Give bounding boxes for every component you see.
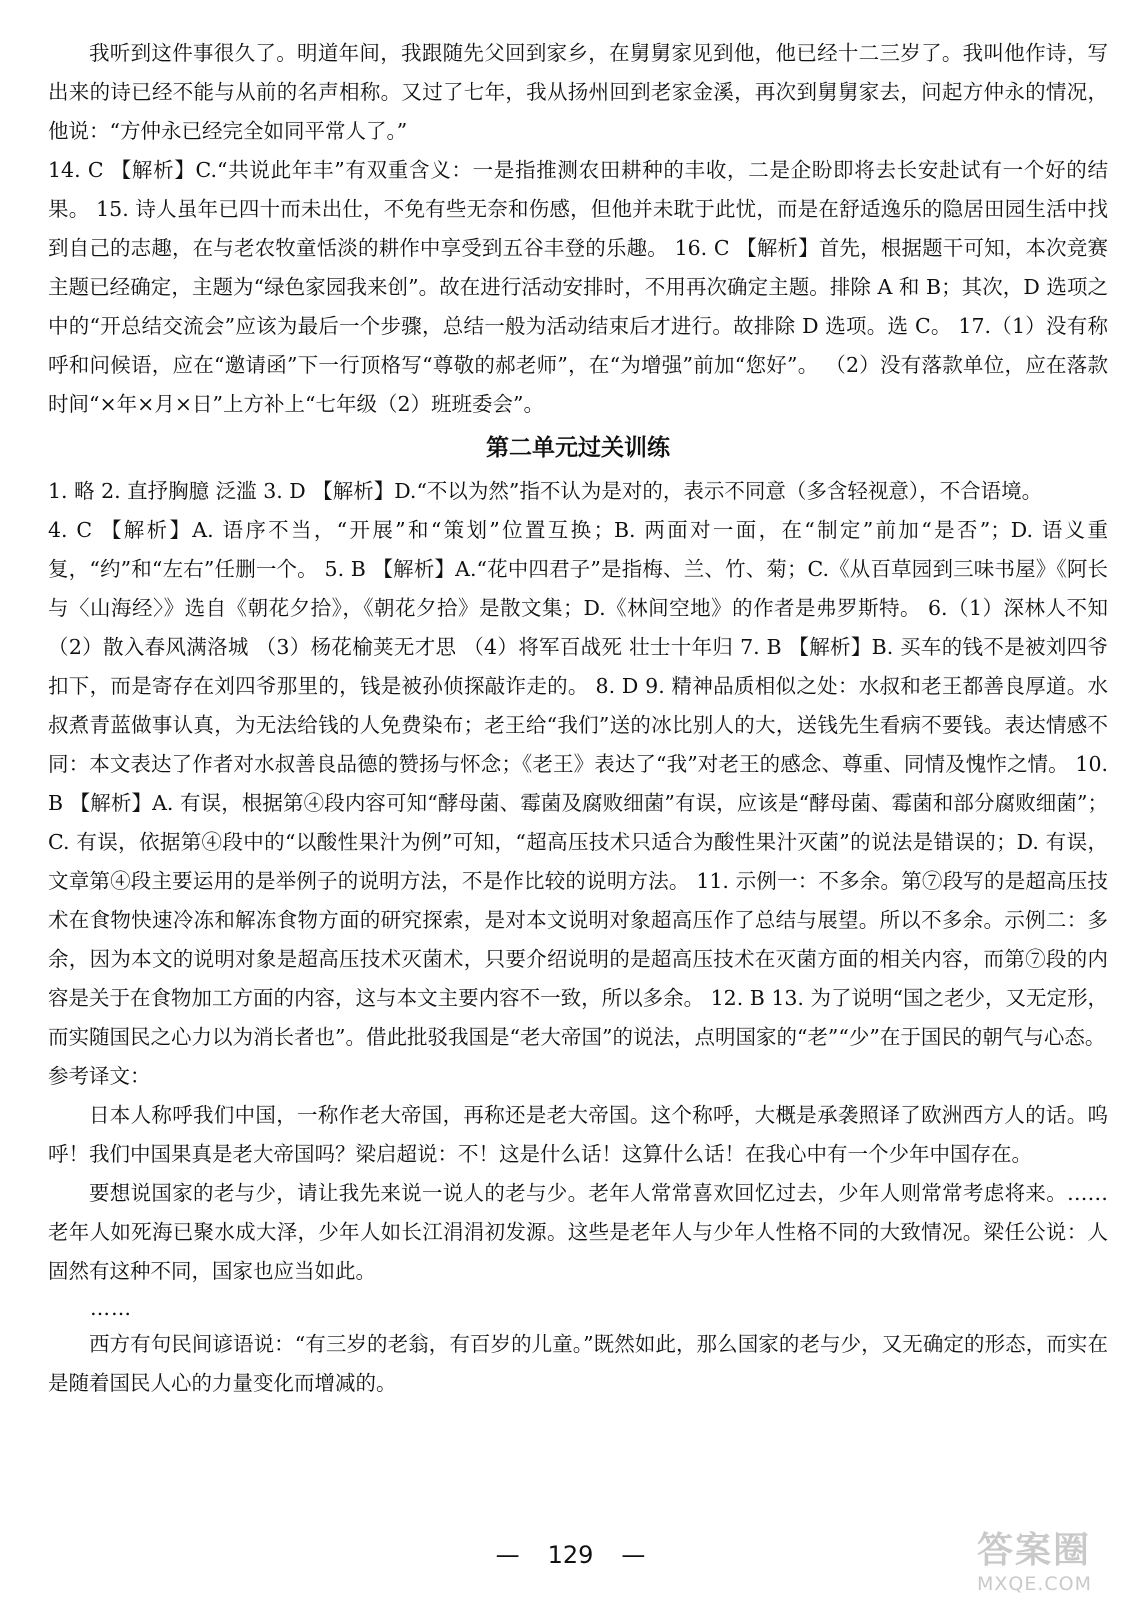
reference-translation-label: 参考译文：	[48, 1064, 151, 1088]
paragraph-translation-2: 要想说国家的老与少，请让我先来说一说人的老与少。老年人常常喜欢回忆过去，少年人则常常考虑将来。……老年人如死海已聚水成大泽，少年人如长江涓涓初发源。这些是老年人与少年人性格不同的大致情况。梁任公说：人固然有这种不同，国家也应当如此。	[48, 1181, 1108, 1283]
paragraph-answers-14-17: 14. C 【解析】C.“共说此年丰”有双重含义：一是指推测农田耕种的丰收，二是企盼即将去长安赴试有一个好的结果。 15. 诗人虽年已四十而未出仕，不免有些无奈和伤感，但他并未耽于此忧，而是在舒适逸乐的隐居田园生活中找到自己的志趣，在与老农牧童恬淡的耕作中享受到五谷丰登的乐趣。 16. C 【解析】首先，根据题干可知，本次竞赛主题已经确定，主题为“绿色家园我来创”。故在进行活动安排时，不用再次确定主题。排除 A 和 B；其次，D 选项之中的“开总结交流会”应该为最后一个步骤，总结一般为活动结束后才进行。故排除 D 选项。选 C。 17.（1）没有称呼和问候语，应在“邀请函”下一行顶格写“尊敬的郝老师”，在“为增强”前加“您好”。 （2）没有落款单位，应在落款时间“×年×月×日”上方补上“七年级（2）班班委会”。	[48, 158, 1108, 416]
page-number-footer	[0, 1541, 1141, 1569]
dash-left: —	[495, 1541, 520, 1569]
dash-right: —	[621, 1541, 646, 1569]
watermark-en: MXQE.COM	[977, 1573, 1093, 1595]
paragraph-translation-1: 日本人称呼我们中国，一称作老大帝国，再称还是老大帝国。这个称呼，大概是承袭照译了欧洲西方人的话。呜呼！我们中国果真是老大帝国吗？梁启超说：不！这是什么话！这算什么话！在我心中有一个少年中国存在。	[48, 1103, 1108, 1166]
paragraph-answers-1-3: 1. 略 2. 直抒胸臆 泛滥 3. D 【解析】D.“不以为然”指不认为是对的，表示不同意（多含轻视意），不合语境。	[48, 479, 1043, 503]
watermark-logo	[977, 1522, 1127, 1595]
watermark-cn: 答案圈	[977, 1530, 1092, 1571]
paragraph-translation-cont: 我听到这件事很久了。明道年间，我跟随先父回到家乡，在舅舅家见到他，他已经十二三岁了。我叫他作诗，写出来的诗已经不能与从前的名声相称。又过了七年，我从扬州回到老家金溪，再次到舅舅家去，问起方仲永的情况，他说：“方仲永已经完全如同平常人了。”	[48, 41, 1108, 143]
paragraph-translation-3: 西方有句民间谚语说：“有三岁的老翁，有百岁的儿童。”既然如此，那么国家的老与少，又无确定的形态，而实在是随着国民人心的力量变化而增减的。	[48, 1332, 1108, 1395]
page-number: 129	[547, 1541, 594, 1569]
paragraph-answers-4-13: 4. C 【解析】A. 语序不当，“开展”和“策划”位置互换；B. 两面对一面，在“制定”前加“是否”；D. 语义重复，“约”和“左右”任删一个。 5. B 【解析】A.“花中四君子”是指梅、兰、竹、菊；C.《从百草园到三味书屋》《阿长与〈山海经〉》选自《朝花夕拾》，《朝花夕拾》是散文集；D.《林间空地》的作者是弗罗斯特。 6.（1）深林人不知 （2）散入春风满洛城 （3）杨花榆荚无才思 （4）将军百战死 壮士十年归 7. B 【解析】B. 买车的钱不是被刘四爷扣下，而是寄存在刘四爷那里的，钱是被孙侦探敲诈走的。 8. D 9. 精神品质相似之处：水叔和老王都善良厚道。水叔煮青蓝做事认真，为无法给钱的人免费染布；老王给“我们”送的冰比别人的大，送钱先生看病不要钱。表达情感不同：本文表达了作者对水叔善良品德的赞扬与怀念；《老王》表达了“我”对老王的感念、尊重、同情及愧怍之情。 10. B 【解析】A. 有误，根据第④段内容可知“酵母菌、霉菌及腐败细菌”有误，应该是“酵母菌、霉菌和部分腐败细菌”；C. 有误，依据第④段中的“以酸性果汁为例”可知，“超高压技术只适合为酸性果汁灭菌”的说法是错误的；D. 有误，文章第④段主要运用的是举例子的说明方法，不是作比较的说明方法。 11. 示例一：不多余。第⑦段写的是超高压技术在食物快速冷冻和解冻食物方面的研究探索，是对本文说明对象超高压作了总结与展望。所以不多余。示例二：多余，因为本文的说明对象是超高压技术灭菌术，只要介绍说明的是超高压技术在灭菌方面的相关内容，而第⑦段的内容是关于在食物加工方面的内容，这与本文主要内容不一致，所以多余。 12. B 13. 为了说明“国之老少，又无定形，而实随国民之心力以为消长者也”。借此批驳我国是“老大帝国”的说法，点明国家的“老”“少”在于国民的朝气与心态。	[48, 518, 1108, 1049]
document-page	[48, 34, 1108, 1403]
ellipsis-line: ……	[90, 1296, 132, 1320]
section-heading: 第二单元过关训练	[486, 435, 670, 461]
